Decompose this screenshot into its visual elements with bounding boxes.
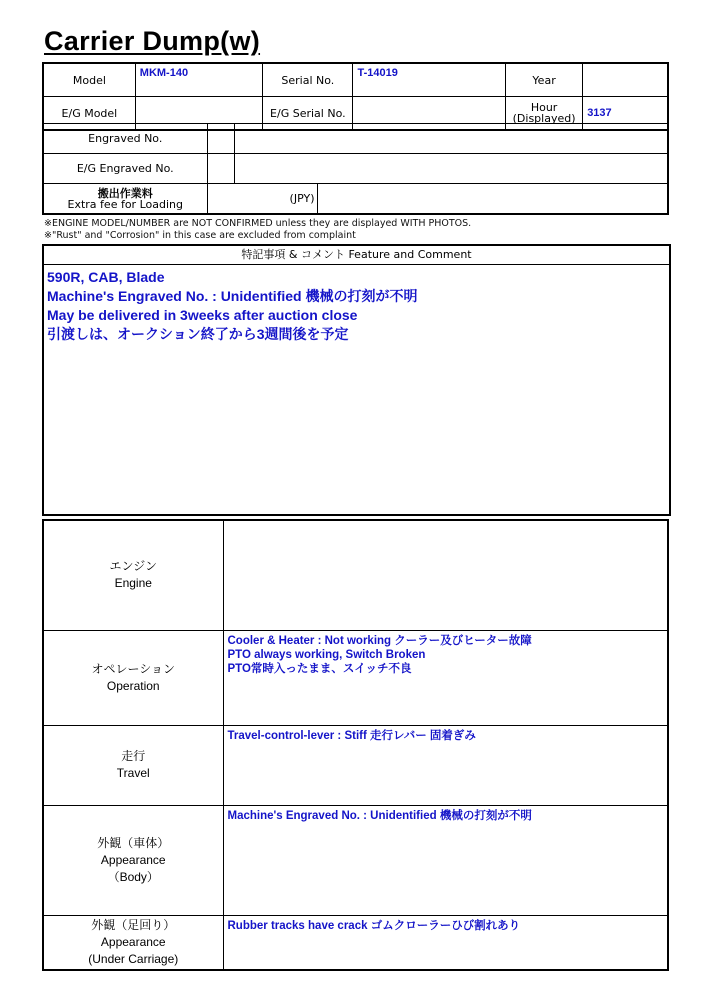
loading-fee-table <box>42 183 669 215</box>
eg-serial-label: E/G Serial No. <box>263 97 353 131</box>
year-label: Year <box>505 63 582 97</box>
hour-label-line2: (Displayed) <box>512 112 576 125</box>
loading-fee-extra <box>317 184 668 215</box>
feature-line: May be delivered in 3weeks after auction close <box>47 307 358 323</box>
condition-row-appearance-undercarriage <box>43 915 668 970</box>
engraved-row <box>43 124 668 154</box>
category-en-sub: (Under Carriage) <box>88 951 179 966</box>
category-jp: 外観（車体） <box>97 835 170 850</box>
feature-header: 特記事項 & コメント Feature and Comment <box>44 246 669 265</box>
loading-fee-label-jp: 搬出作業料 <box>97 186 153 200</box>
category-en: Appearance <box>100 934 166 949</box>
serial-label: Serial No. <box>263 63 353 97</box>
category-en-sub: （Body） <box>107 869 159 884</box>
year-value <box>583 63 668 97</box>
condition-category <box>43 915 223 970</box>
comment-line: Cooler & Heater : Not working クーラー及びヒーター故障 <box>227 634 532 647</box>
machine-info-table <box>42 62 669 131</box>
disclaimer-notes <box>44 218 471 242</box>
hour-label-line1: Hour <box>530 101 558 114</box>
condition-row-engine <box>43 520 668 630</box>
condition-comment <box>223 805 668 915</box>
engraved-table <box>42 123 669 184</box>
info-row-model <box>43 63 668 97</box>
category-jp: オペレーション <box>91 661 176 676</box>
condition-row-operation <box>43 630 668 725</box>
eg-model-label: E/G Model <box>43 97 135 131</box>
serial-value: T-14019 <box>353 63 505 97</box>
condition-comment <box>223 630 668 725</box>
feature-body <box>44 265 669 347</box>
condition-category <box>43 630 223 725</box>
loading-fee-label <box>43 184 207 215</box>
category-jp: エンジン <box>109 559 157 574</box>
condition-comment <box>223 725 668 805</box>
condition-row-travel <box>43 725 668 805</box>
loading-fee-row <box>43 184 668 215</box>
category-jp: 走行 <box>121 749 146 763</box>
category-en: Engine <box>114 576 152 591</box>
feature-line: 590R, CAB, Blade <box>47 269 165 285</box>
comment-line: Rubber tracks have crack ゴムクローラーひび割れあり <box>227 919 521 932</box>
condition-category <box>43 805 223 915</box>
eg-engraved-value <box>234 154 668 184</box>
model-value: MKM-140 <box>135 63 262 97</box>
comment-line: Travel-control-lever : Stiff 走行レバー 固着ぎみ <box>227 729 476 742</box>
category-en: Appearance <box>100 852 166 867</box>
comment-line: PTO常時入ったまま、スイッチ不良 <box>227 662 412 675</box>
note-rust: ※"Rust" and "Corrosion" in this case are excluded from complaint <box>44 230 356 241</box>
category-jp: 外観（足回り） <box>91 917 176 932</box>
loading-fee-currency: (JPY) <box>207 184 317 215</box>
condition-category <box>43 725 223 805</box>
category-en: Operation <box>106 678 160 693</box>
eg-engraved-label: E/G Engraved No. <box>43 154 207 184</box>
category-en: Travel <box>116 766 150 780</box>
note-engine: ※ENGINE MODEL/NUMBER are NOT CONFIRMED unless they are displayed WITH PHOTOS. <box>44 218 472 229</box>
engraved-label: Engraved No. <box>43 124 207 154</box>
comment-line: PTO always working, Switch Broken <box>227 648 426 661</box>
condition-row-appearance-body <box>43 805 668 915</box>
eg-engraved-row <box>43 154 668 184</box>
page-title: Carrier Dump(w) <box>44 26 261 56</box>
condition-category <box>43 520 223 630</box>
engraved-value <box>234 124 668 154</box>
condition-comment <box>223 520 668 630</box>
engraved-box <box>207 124 234 154</box>
comment-line: Machine's Engraved No. : Unidentified 機械の打刻が不明 <box>227 809 532 822</box>
eg-engraved-box <box>207 154 234 184</box>
condition-table <box>42 519 669 971</box>
feature-line: 引渡しは、オークション終了から3週間後を予定 <box>47 326 349 342</box>
model-label: Model <box>43 63 135 97</box>
hour-value: 3137 <box>583 97 668 131</box>
condition-comment <box>223 915 668 970</box>
feature-line: Machine's Engraved No. : Unidentified 機械の打刻が不明 <box>47 288 418 304</box>
feature-comment-box <box>42 244 671 516</box>
loading-fee-label-en: Extra fee for Loading <box>67 197 183 211</box>
